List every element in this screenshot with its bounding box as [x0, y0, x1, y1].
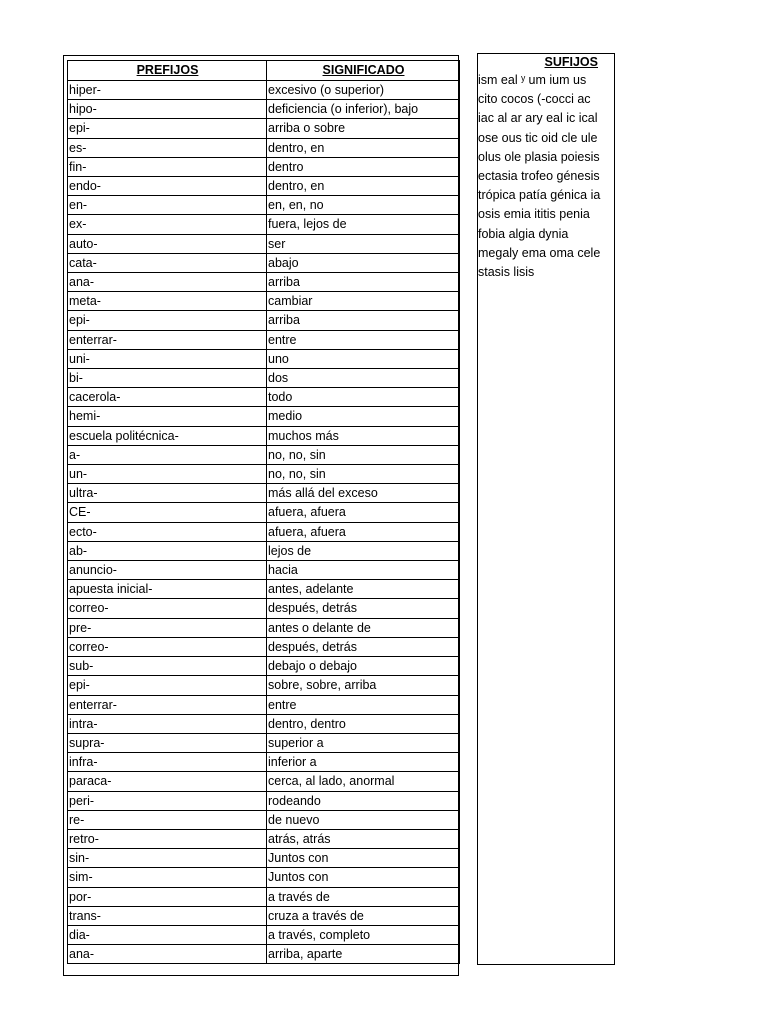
prefix-cell: uni-: [68, 349, 267, 368]
meaning-cell: arriba, aparte: [267, 945, 460, 964]
table-row: [68, 599, 460, 618]
meaning-cell: no, no, sin: [267, 465, 460, 484]
prefix-cell: un-: [68, 465, 267, 484]
prefix-cell: escuela politécnica-: [68, 426, 267, 445]
table-row: [68, 465, 460, 484]
meaning-cell: más allá del exceso: [267, 484, 460, 503]
meaning-cell: fuera, lejos de: [267, 215, 460, 234]
table-row: [68, 369, 460, 388]
prefix-cell: dia-: [68, 925, 267, 944]
prefix-cell: endo-: [68, 177, 267, 196]
prefix-cell: ultra-: [68, 484, 267, 503]
table-row: [68, 407, 460, 426]
meaning-cell: arriba: [267, 311, 460, 330]
table-row: [68, 273, 460, 292]
suffix-line: osis emia ititis penia: [478, 207, 590, 222]
suffix-line: megaly ema oma cele: [478, 245, 601, 260]
suffix-box: [477, 53, 615, 965]
table-row: [68, 177, 460, 196]
prefix-cell: cacerola-: [68, 388, 267, 407]
meaning-cell: después, detrás: [267, 637, 460, 656]
meaning-cell: todo: [267, 388, 460, 407]
meaning-cell: antes, adelante: [267, 580, 460, 599]
table-row: [68, 791, 460, 810]
meaning-cell: de nuevo: [267, 810, 460, 829]
table-row: [68, 522, 460, 541]
table-row: [68, 637, 460, 656]
table-row: [68, 100, 460, 119]
table-row: [68, 292, 460, 311]
meaning-cell: dentro, dentro: [267, 714, 460, 733]
table-header-row: [68, 61, 460, 81]
table-row: [68, 906, 460, 925]
prefix-cell: es-: [68, 138, 267, 157]
table-row: [68, 541, 460, 560]
meaning-cell: entre: [267, 330, 460, 349]
suffix-line: trópica patía génica ia: [478, 188, 601, 203]
meaning-cell: Juntos con: [267, 868, 460, 887]
meaning-cell: en, en, no: [267, 196, 460, 215]
meaning-cell: a través de: [267, 887, 460, 906]
prefix-cell: supra-: [68, 733, 267, 752]
suffix-line: ose ous tic oid cle ule: [478, 130, 598, 145]
table-row: [68, 829, 460, 848]
table-row: [68, 676, 460, 695]
suffix-list: [478, 71, 614, 282]
meaning-cell: atrás, atrás: [267, 829, 460, 848]
meaning-cell: afuera, afuera: [267, 503, 460, 522]
meaning-cell: deficiencia (o inferior), bajo: [267, 100, 460, 119]
prefix-cell: por-: [68, 887, 267, 906]
meaning-cell: arriba o sobre: [267, 119, 460, 138]
table-row: [68, 714, 460, 733]
table-row: [68, 753, 460, 772]
table-row: [68, 484, 460, 503]
table-row: [68, 925, 460, 944]
meaning-cell: no, no, sin: [267, 445, 460, 464]
prefix-cell: epi-: [68, 676, 267, 695]
prefix-cell: ecto-: [68, 522, 267, 541]
prefix-cell: enterrar-: [68, 330, 267, 349]
suffix-title: SUFIJOS: [544, 55, 598, 69]
meaning-cell: uno: [267, 349, 460, 368]
prefix-cell: hemi-: [68, 407, 267, 426]
prefix-cell: intra-: [68, 714, 267, 733]
meaning-cell: dentro: [267, 157, 460, 176]
prefix-cell: correo-: [68, 637, 267, 656]
table-row: [68, 157, 460, 176]
meaning-cell: inferior a: [267, 753, 460, 772]
meaning-cell: cerca, al lado, anormal: [267, 772, 460, 791]
prefix-cell: peri-: [68, 791, 267, 810]
prefix-cell: meta-: [68, 292, 267, 311]
prefix-cell: en-: [68, 196, 267, 215]
meaning-cell: abajo: [267, 253, 460, 272]
table-row: [68, 810, 460, 829]
meaning-cell: superior a: [267, 733, 460, 752]
prefix-cell: cata-: [68, 253, 267, 272]
meaning-cell: hacia: [267, 561, 460, 580]
table-row: [68, 733, 460, 752]
table-row: [68, 887, 460, 906]
prefix-cell: sim-: [68, 868, 267, 887]
meaning-cell: sobre, sobre, arriba: [267, 676, 460, 695]
meaning-cell: afuera, afuera: [267, 522, 460, 541]
prefix-cell: pre-: [68, 618, 267, 637]
table-row: [68, 772, 460, 791]
table-row: [68, 561, 460, 580]
prefix-cell: retro-: [68, 829, 267, 848]
prefix-cell: hiper-: [68, 81, 267, 100]
meaning-cell: arriba: [267, 273, 460, 292]
suffix-line: ism eal ʸ um ium us: [478, 73, 587, 87]
meaning-cell: dentro, en: [267, 138, 460, 157]
suffix-line: fobia algia dynia: [478, 226, 569, 241]
table-row: [68, 234, 460, 253]
prefix-cell: paraca-: [68, 772, 267, 791]
prefix-cell: sin-: [68, 849, 267, 868]
prefix-column-header: PREFIJOS: [68, 61, 267, 81]
prefix-cell: bi-: [68, 369, 267, 388]
table-row: [68, 868, 460, 887]
meaning-cell: lejos de: [267, 541, 460, 560]
prefix-cell: hipo-: [68, 100, 267, 119]
prefix-cell: epi-: [68, 311, 267, 330]
table-row: [68, 215, 460, 234]
table-row: [68, 657, 460, 676]
table-row: [68, 119, 460, 138]
prefix-cell: apuesta inicial-: [68, 580, 267, 599]
table-row: [68, 349, 460, 368]
table-row: [68, 81, 460, 100]
meaning-cell: muchos más: [267, 426, 460, 445]
table-row: [68, 253, 460, 272]
prefix-table: [67, 60, 460, 964]
meaning-column-header: SIGNIFICADO: [267, 61, 460, 81]
table-row: [68, 580, 460, 599]
table-row: [68, 138, 460, 157]
meaning-cell: debajo o debajo: [267, 657, 460, 676]
suffix-line: cito cocos (-cocci ac: [478, 92, 591, 107]
prefix-cell: ana-: [68, 273, 267, 292]
meaning-cell: después, detrás: [267, 599, 460, 618]
table-row: [68, 945, 460, 964]
table-row: [68, 426, 460, 445]
prefix-cell: ex-: [68, 215, 267, 234]
meaning-cell: entre: [267, 695, 460, 714]
table-row: [68, 618, 460, 637]
prefix-cell: ab-: [68, 541, 267, 560]
suffix-line: olus ole plasia poiesis: [478, 149, 600, 164]
table-row: [68, 695, 460, 714]
prefix-cell: trans-: [68, 906, 267, 925]
meaning-cell: rodeando: [267, 791, 460, 810]
meaning-cell: Juntos con: [267, 849, 460, 868]
meaning-cell: excesivo (o superior): [267, 81, 460, 100]
meaning-cell: antes o delante de: [267, 618, 460, 637]
meaning-cell: cambiar: [267, 292, 460, 311]
prefix-cell: epi-: [68, 119, 267, 138]
meaning-cell: dentro, en: [267, 177, 460, 196]
table-row: [68, 445, 460, 464]
prefix-cell: sub-: [68, 657, 267, 676]
table-row: [68, 503, 460, 522]
prefix-cell: ana-: [68, 945, 267, 964]
meaning-cell: ser: [267, 234, 460, 253]
meaning-cell: cruza a través de: [267, 906, 460, 925]
prefix-cell: anuncio-: [68, 561, 267, 580]
prefix-cell: infra-: [68, 753, 267, 772]
prefix-cell: a-: [68, 445, 267, 464]
suffix-line: stasis lisis: [478, 265, 535, 280]
meaning-cell: dos: [267, 369, 460, 388]
prefix-cell: auto-: [68, 234, 267, 253]
suffix-line: ectasia trofeo génesis: [478, 169, 600, 184]
prefix-cell: fin-: [68, 157, 267, 176]
suffix-line: iac al ar ary eal ic ical: [478, 111, 598, 126]
table-row: [68, 388, 460, 407]
prefix-cell: re-: [68, 810, 267, 829]
meaning-cell: a través, completo: [267, 925, 460, 944]
table-row: [68, 849, 460, 868]
prefix-cell: enterrar-: [68, 695, 267, 714]
meaning-cell: medio: [267, 407, 460, 426]
prefix-table-body: [68, 81, 460, 964]
table-row: [68, 196, 460, 215]
table-row: [68, 311, 460, 330]
table-row: [68, 330, 460, 349]
prefix-cell: CE-: [68, 503, 267, 522]
prefix-cell: correo-: [68, 599, 267, 618]
